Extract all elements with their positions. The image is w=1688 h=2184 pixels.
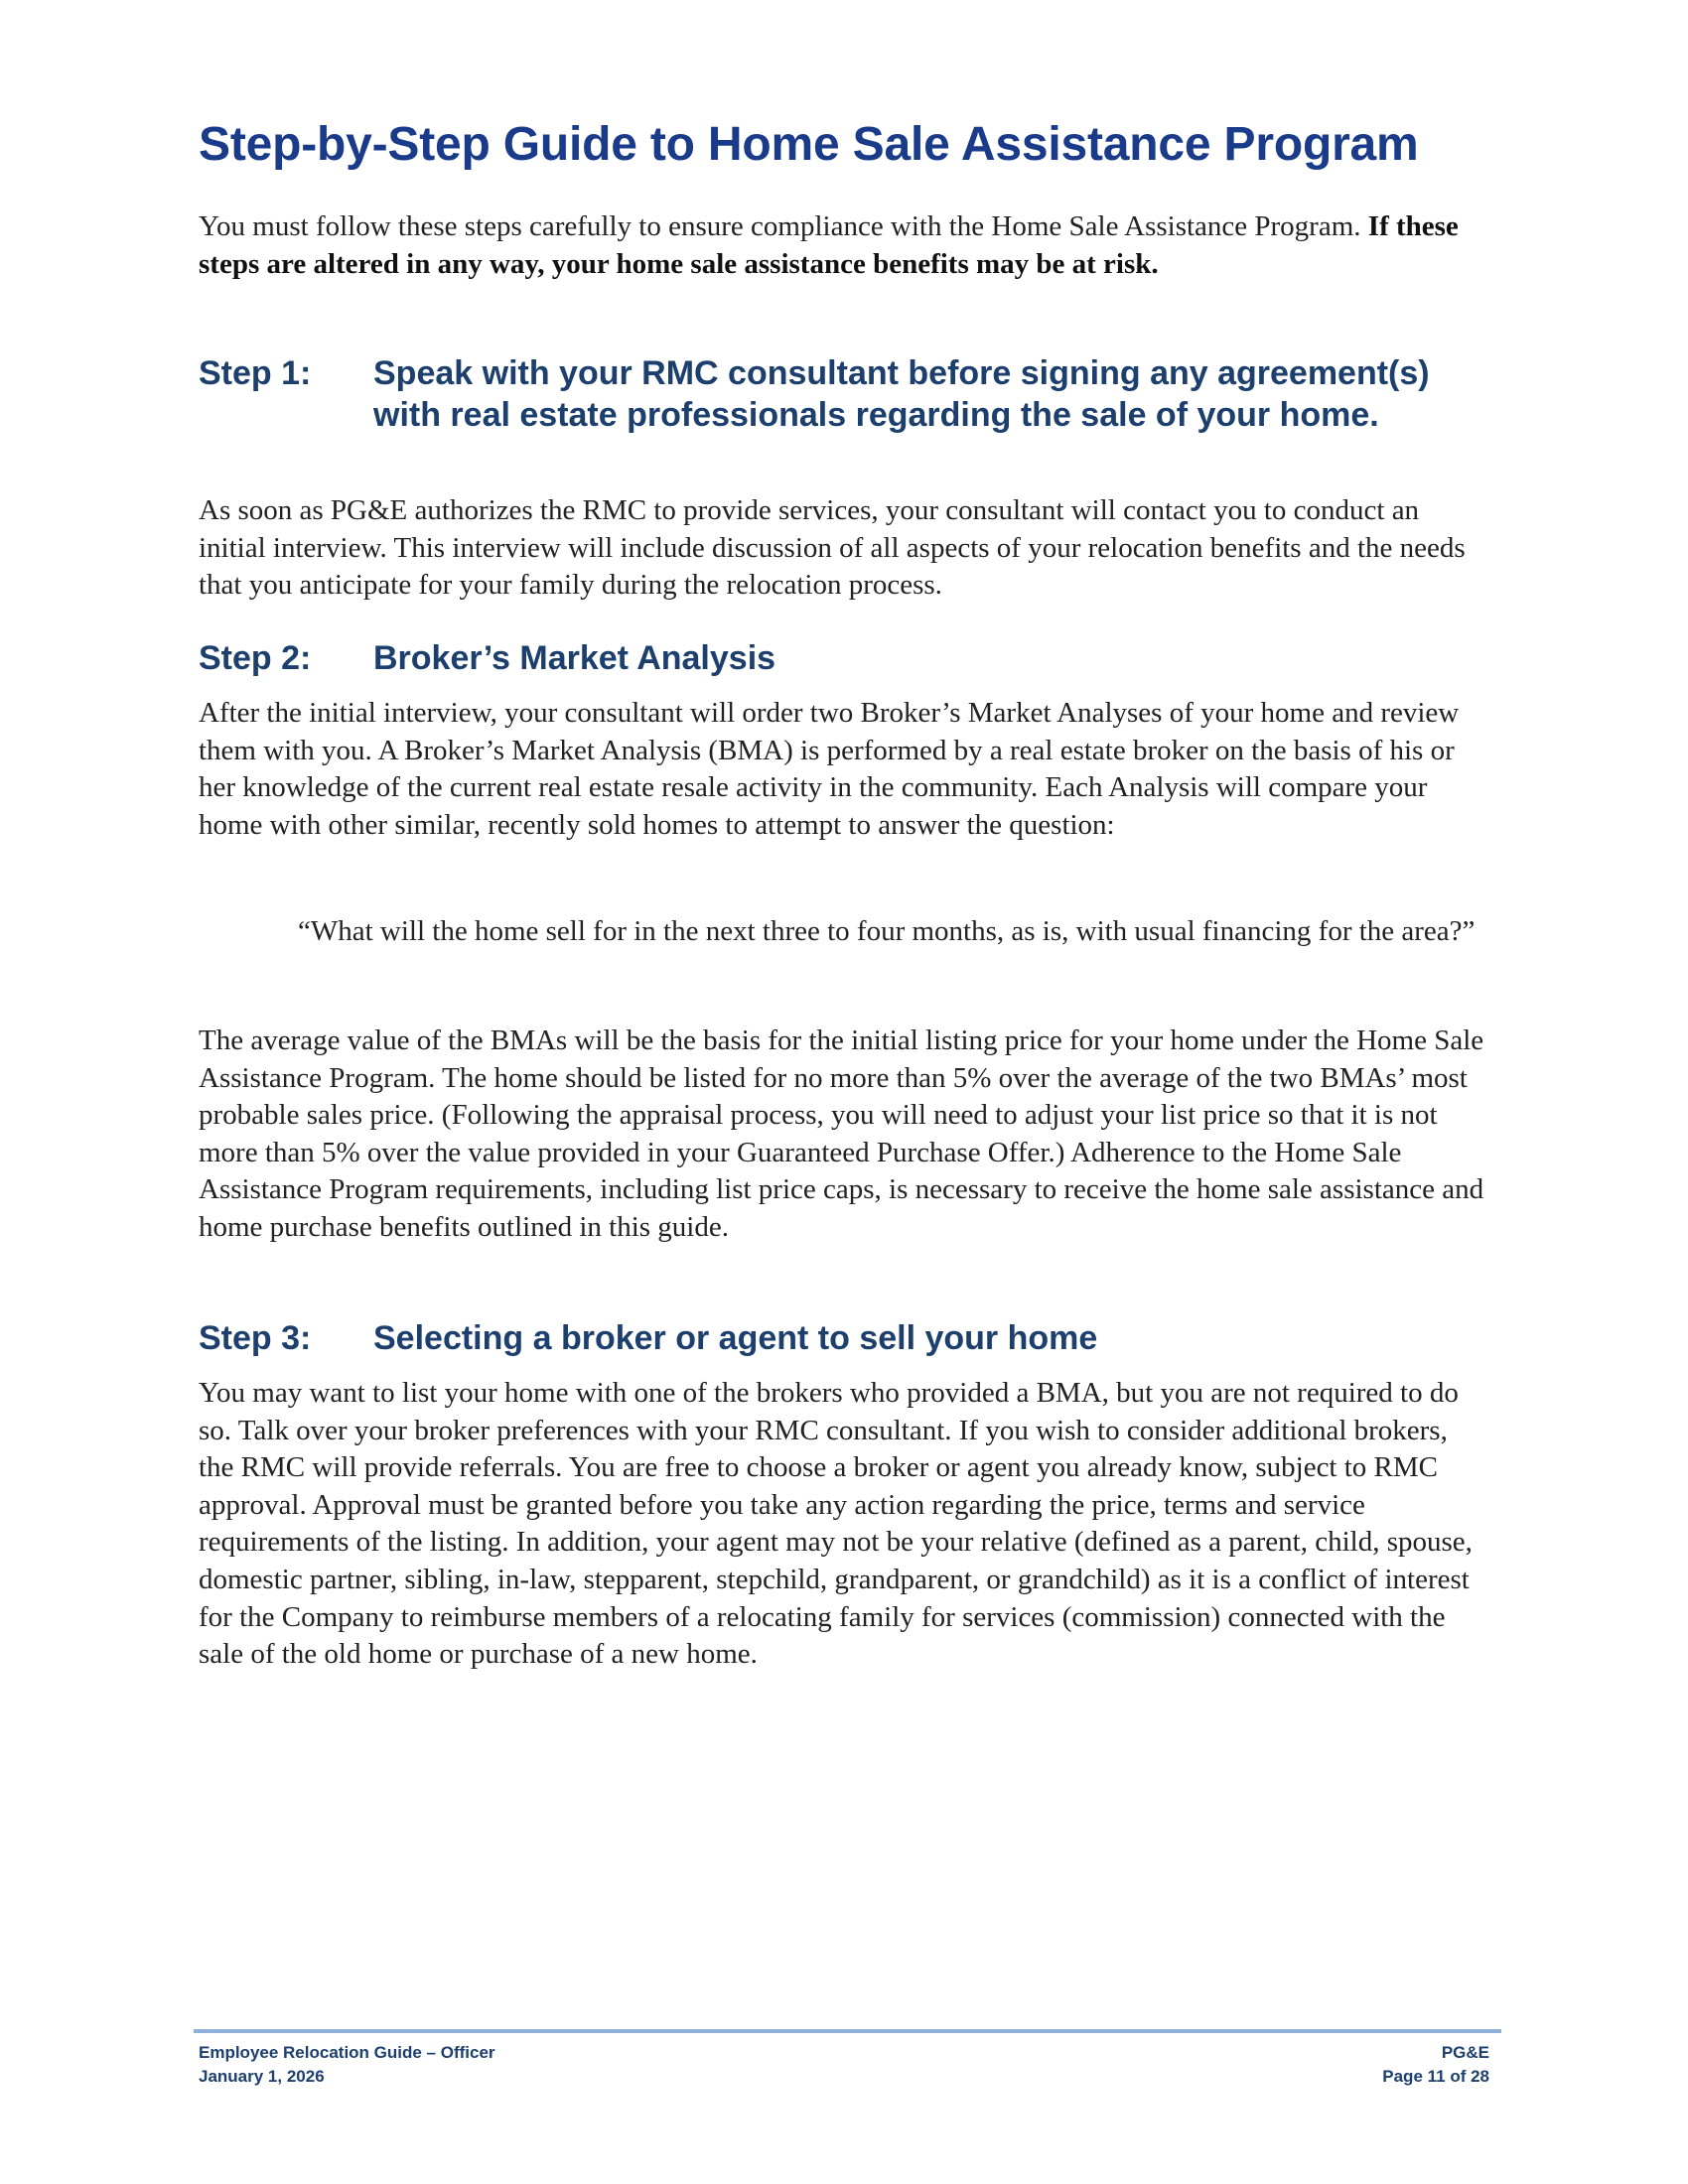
step-1-title: Speak with your RMC consultant before signing any agreement(s) with real estate professionals regarding the sale of your home.	[373, 354, 1430, 434]
step-2-title: Broker’s Market Analysis	[373, 639, 776, 677]
footer-date: January 1, 2026	[199, 2067, 325, 2086]
step-3-number: Step 3:	[199, 1319, 312, 1357]
step-2-body-continued: The average value of the BMAs will be the basis for the initial listing price for your home under the Home Sale Assistance Program. The home should be listed for no more than 5% over the average of the two BMAs’ most probable sales price. (Following the appraisal process, you will need to adjust your list price so that it is not more than 5% over the value provided in your Guaranteed Purchase Offer.) Adherence to the Home Sale Assistance Program requirements, including list price caps, is necessary to receive the home sale assistance and home purchase benefits outlined in this guide.	[199, 1024, 1484, 1243]
footer-left	[199, 2041, 495, 2089]
step-3-title: Selecting a broker or agent to sell your home	[373, 1319, 1098, 1357]
step-2-number: Step 2:	[199, 639, 312, 677]
step-2-quote: “What will the home sell for in the next three to four months, as is, with usual financing for the area?”	[298, 915, 1476, 947]
intro-paragraph	[199, 208, 1489, 283]
step-3-body: You may want to list your home with one of the brokers who provided a BMA, but you are not required to do so. Talk over your broker preferences with your RMC consultant. If you wish to consider additional brokers, the RMC will provide referrals. You are free to choose a broker or agent you already know, subject to RMC approval. Approval must be granted before you take any action regarding the price, terms and service requirements of the listing. In addition, your agent may not be your relative (defined as a parent, child, spouse, domestic partner, sibling, in-law, stepparent, stepchild, grandparent, or grandchild) as it is a conflict of interest for the Company to reimburse members of a relocating family for services (commission) connected with the sale of the old home or purchase of a new home.	[199, 1377, 1473, 1671]
footer-right	[1382, 2041, 1489, 2089]
step-1-number: Step 1:	[199, 354, 312, 392]
footer-doc-title: Employee Relocation Guide – Officer	[199, 2043, 495, 2062]
intro-warning: If these steps are altered in any way, your home sale assistance benefits may be at risk.	[199, 210, 1459, 280]
footer-page-number: Page 11 of 28	[1382, 2067, 1489, 2086]
step-2-body: After the initial interview, your consultant will order two Broker’s Market Analyses of your home and review them with you. A Broker’s Market Analysis (BMA) is performed by a real estate broker on the basis of his or her knowledge of the current real estate resale activity in the community. Each Analysis will compare your home with other similar, recently sold homes to attempt to answer the question:	[199, 697, 1460, 841]
footer-divider	[194, 2029, 1501, 2033]
page-title: Step-by-Step Guide to Home Sale Assistance Program	[199, 118, 1419, 171]
footer-company: PG&E	[1441, 2043, 1489, 2062]
step-1-body: As soon as PG&E authorizes the RMC to provide services, your consultant will contact you to conduct an initial interview. This interview will include discussion of all aspects of your relocation benefits and the needs that you anticipate for your family during the relocation process.	[199, 494, 1466, 602]
intro-text: You must follow these steps carefully to ensure compliance with the Home Sale Assistance Program.	[199, 210, 1368, 242]
